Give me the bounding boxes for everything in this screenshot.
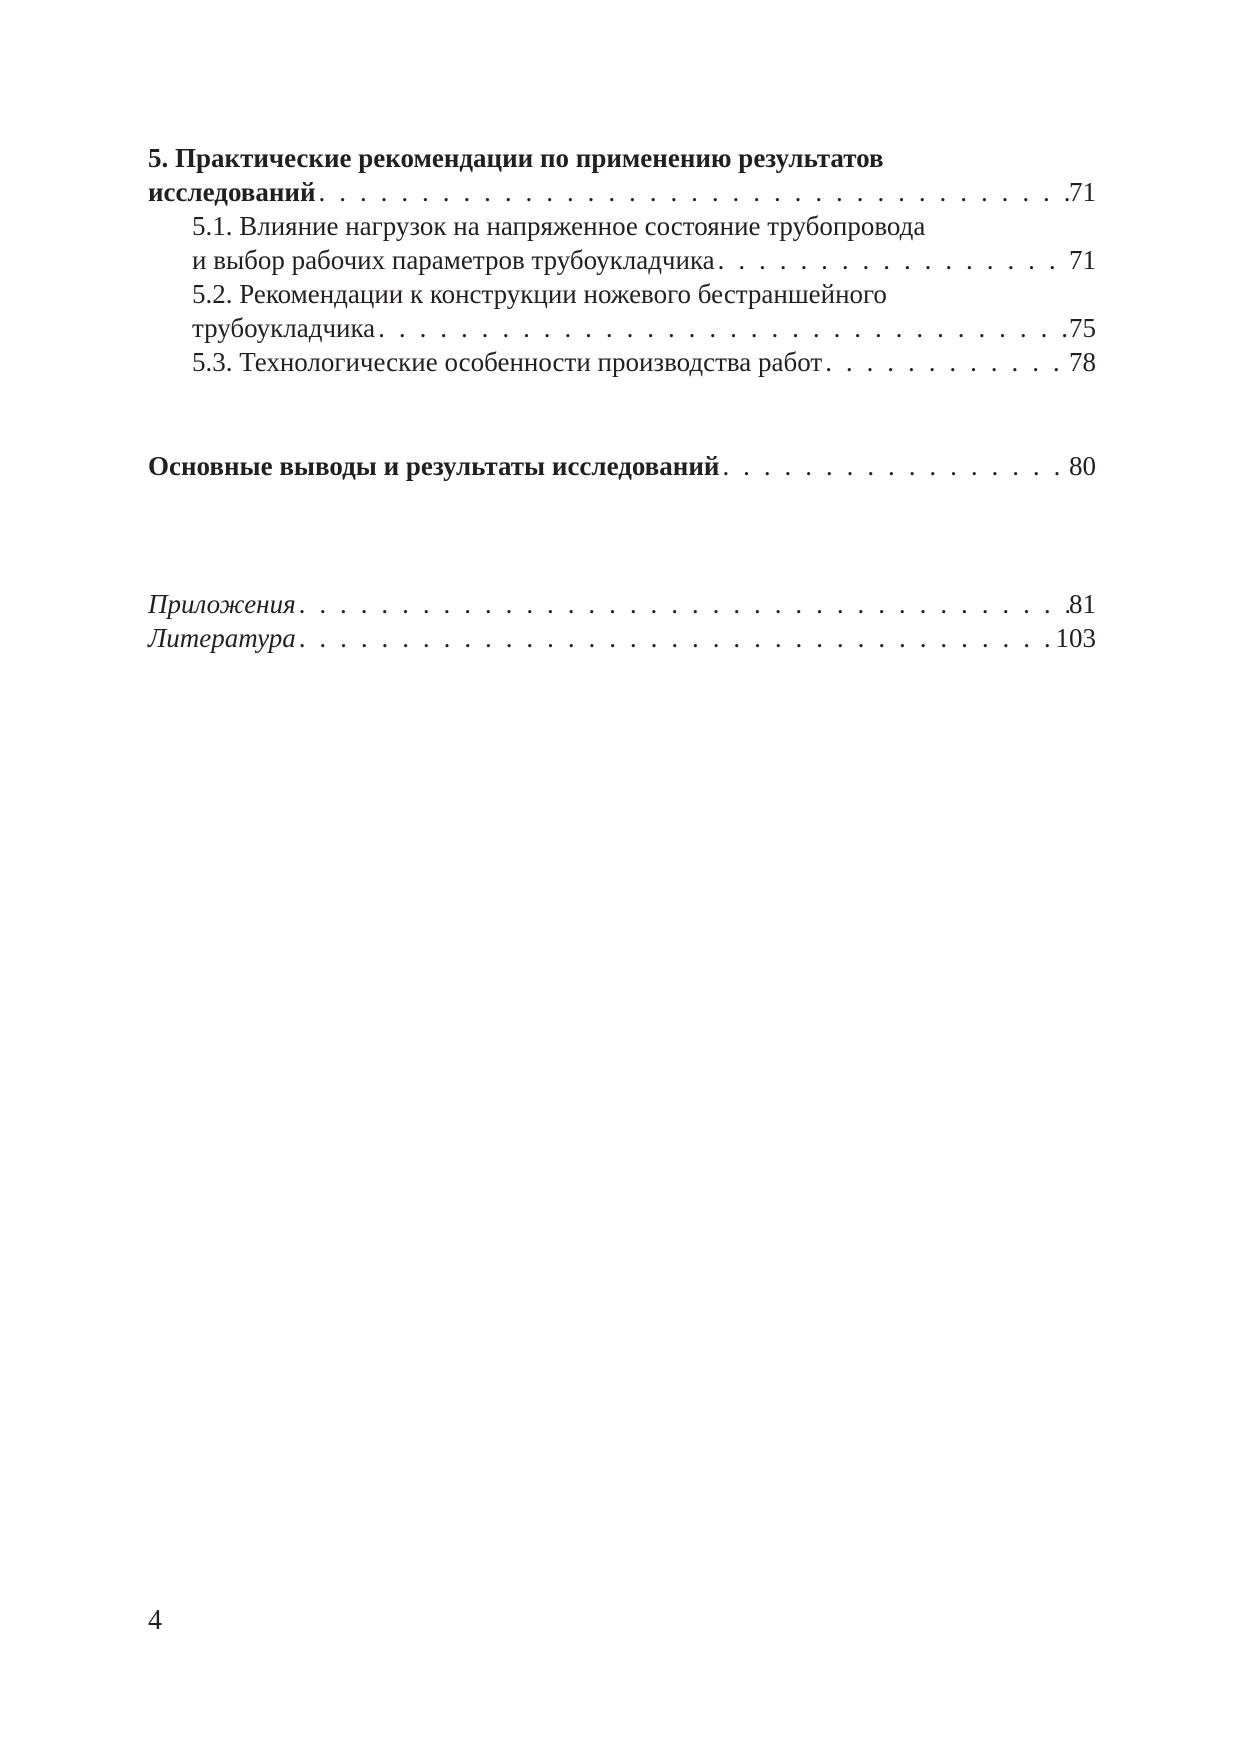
toc-section-5-2-line2: трубоукладчика xyxy=(192,313,376,343)
toc-page-number: 78 xyxy=(1069,347,1096,377)
toc-entry-appendices[interactable] xyxy=(148,587,1096,621)
toc-section-5-2-line1: 5.2. Рекомендации к конструкции ножевого бестраншейного xyxy=(192,279,887,309)
toc-appendices-title: Приложения xyxy=(148,589,296,619)
toc-page-number: 71 xyxy=(1069,245,1096,275)
toc-page-number: 71 xyxy=(1069,177,1096,207)
toc-entry-chapter-5[interactable] xyxy=(148,175,1096,209)
toc-references-title: Литература xyxy=(148,623,296,653)
toc-page-number: 81 xyxy=(1069,589,1096,619)
dot-leader xyxy=(375,311,1069,345)
toc-chapter-5-title-line1: 5. Практические рекомендации по применению результатов xyxy=(148,143,884,173)
dot-leader xyxy=(296,621,1056,655)
dot-leader xyxy=(822,345,1069,379)
toc-page-number: 103 xyxy=(1055,623,1096,653)
toc-entry-section-5-2[interactable] xyxy=(192,311,1096,345)
page-number: 4 xyxy=(148,1605,162,1636)
dot-leader xyxy=(316,175,1069,209)
toc-entry-section-5-3[interactable] xyxy=(192,345,1096,379)
toc-conclusions-title: Основные выводы и результаты исследований xyxy=(148,451,720,481)
dot-leader xyxy=(719,449,1069,483)
dot-leader xyxy=(715,243,1069,277)
toc-chapter-5-title-line2: исследований xyxy=(148,177,316,207)
toc-section-5-3-title: 5.3. Технологические особенности производства работ xyxy=(192,347,823,377)
toc-entry-conclusions[interactable] xyxy=(148,449,1096,483)
toc-section-5-1-line2: и выбор рабочих параметров трубоукладчика xyxy=(192,245,715,275)
toc-page-number: 75 xyxy=(1069,313,1096,343)
toc-page-number: 80 xyxy=(1069,451,1096,481)
toc-entry-references[interactable] xyxy=(148,621,1096,655)
dot-leader xyxy=(296,587,1069,621)
toc-section-5-1-line1: 5.1. Влияние нагрузок на напряженное состояние трубопровода xyxy=(192,211,926,241)
toc-entry-section-5-1[interactable] xyxy=(192,243,1096,277)
